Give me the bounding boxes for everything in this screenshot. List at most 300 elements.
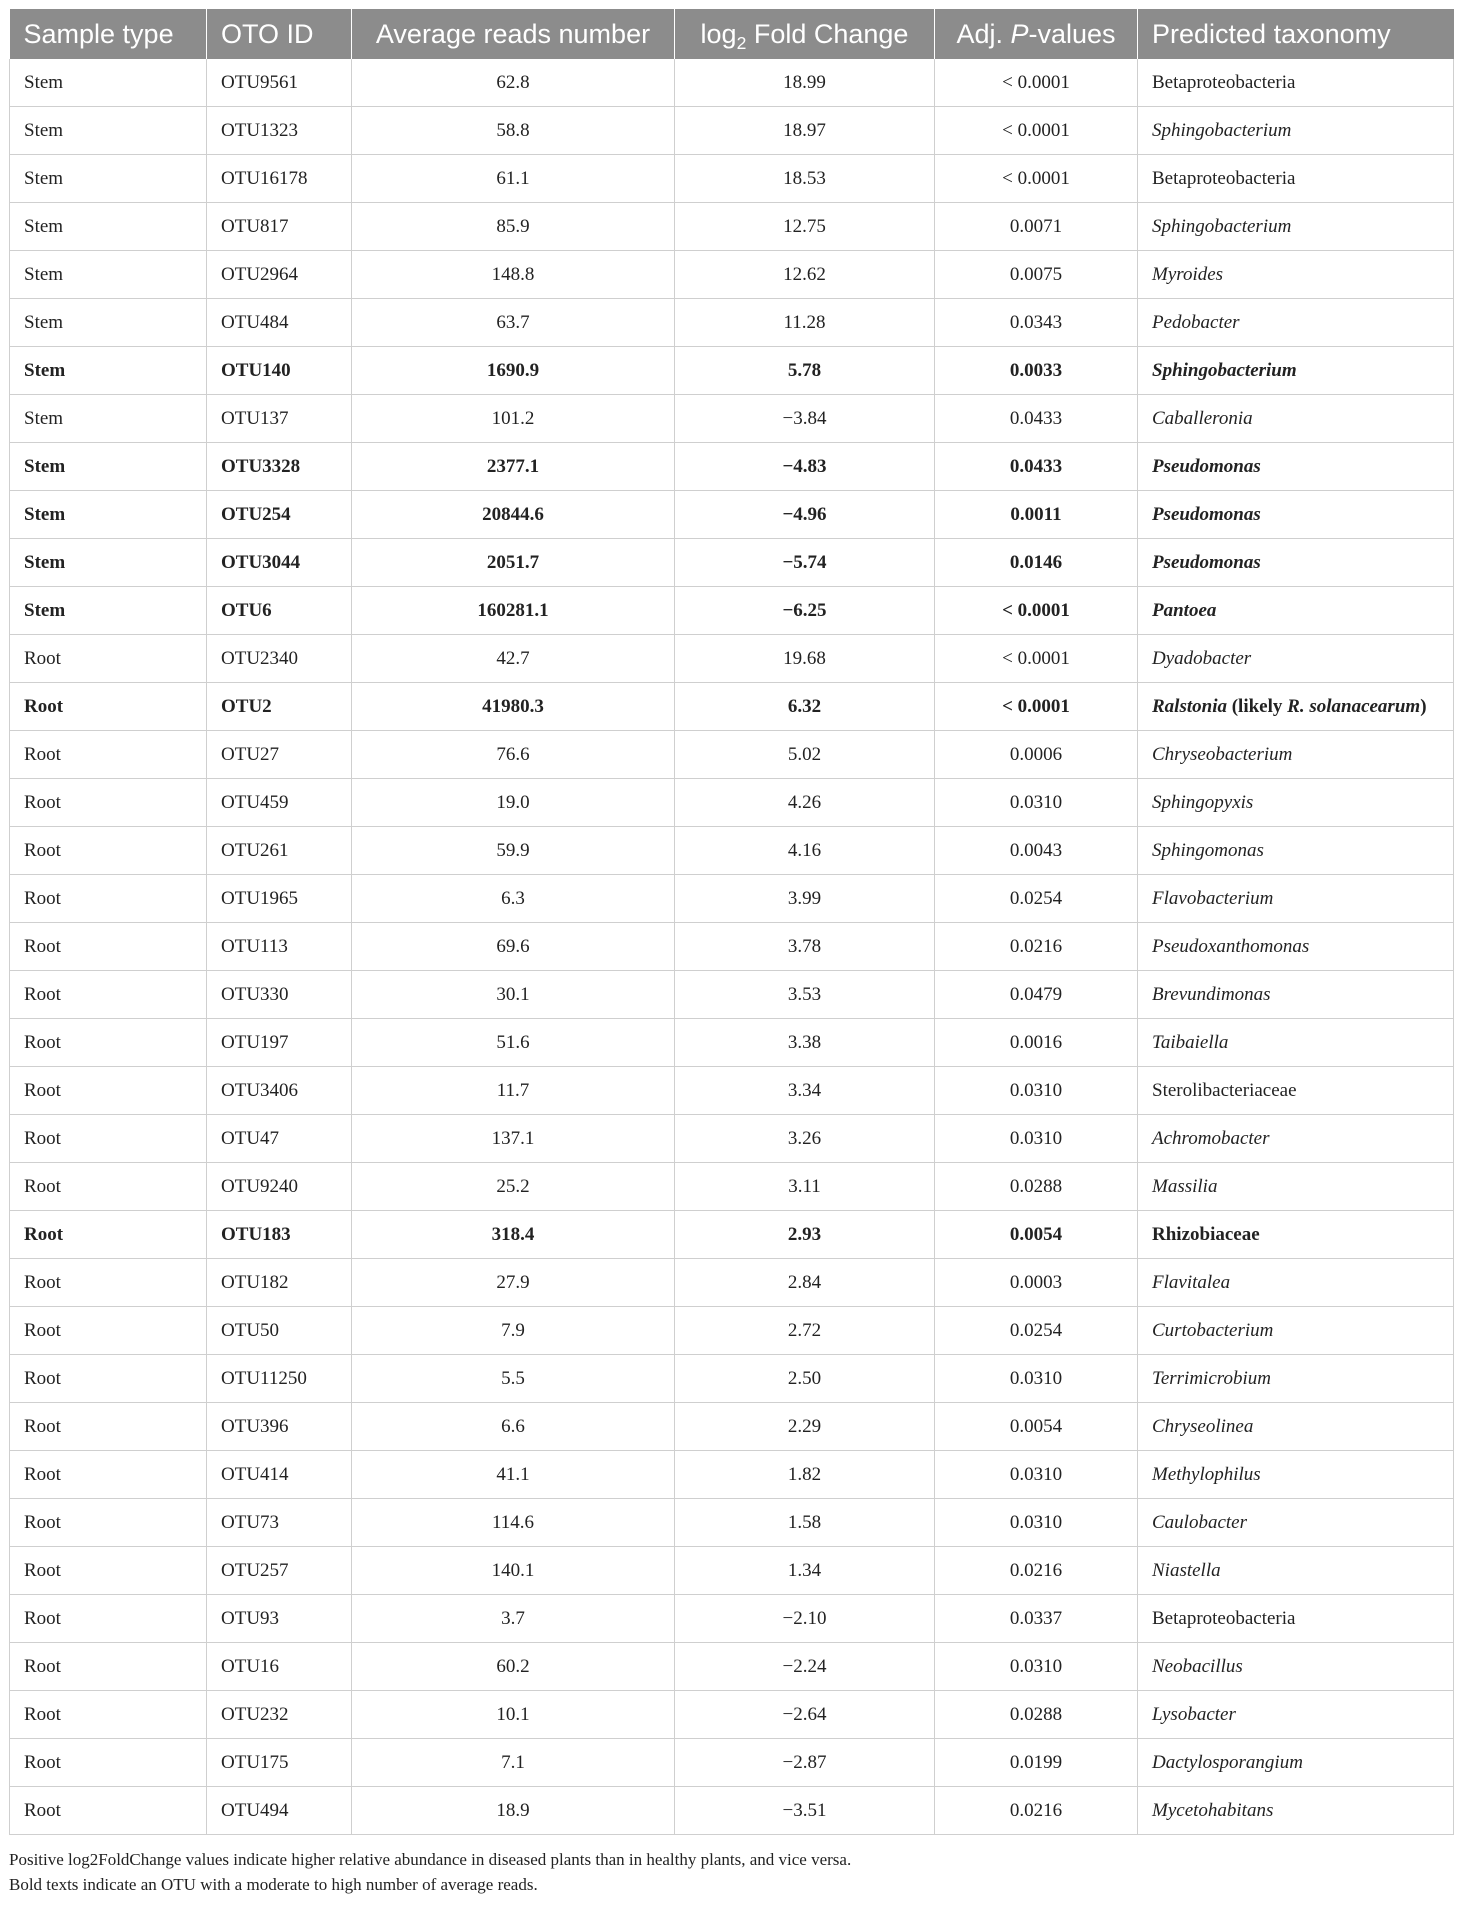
- cell-sample-type: Stem: [10, 587, 207, 635]
- footnote-2: Bold texts indicate an OTU with a moderate to high number of average reads.: [9, 1875, 538, 1894]
- taxonomy-note-prefix: (likely: [1226, 695, 1288, 717]
- table-row: [10, 1595, 1454, 1643]
- cell-oto-id: OTU93: [207, 1595, 352, 1643]
- header-log-subscript: 2: [736, 32, 747, 53]
- taxonomy-name: Taibaiella: [1152, 1031, 1229, 1053]
- cell-sample-type: Stem: [10, 395, 207, 443]
- taxonomy-name: Flavitalea: [1152, 1271, 1231, 1293]
- cell-sample-type: Root: [10, 1739, 207, 1787]
- cell-predicted-taxonomy: [1138, 539, 1454, 587]
- cell-log2-fold-change: 3.11: [675, 1163, 935, 1211]
- table-row: [10, 1259, 1454, 1307]
- cell-oto-id: OTU50: [207, 1307, 352, 1355]
- cell-sample-type: Root: [10, 1163, 207, 1211]
- taxonomy-name: Achromobacter: [1152, 1127, 1270, 1149]
- cell-adj-p-value: 0.0337: [935, 1595, 1138, 1643]
- cell-oto-id: OTU261: [207, 827, 352, 875]
- cell-sample-type: Stem: [10, 155, 207, 203]
- cell-oto-id: OTU3044: [207, 539, 352, 587]
- cell-log2-fold-change: 12.75: [675, 203, 935, 251]
- taxonomy-name: Pseudomonas: [1152, 503, 1261, 525]
- taxonomy-name: Sphingobacterium: [1152, 359, 1297, 381]
- cell-log2-fold-change: 3.53: [675, 971, 935, 1019]
- table-row: [10, 347, 1454, 395]
- table-body: [10, 59, 1454, 1835]
- header-fold-change-text: Fold Change: [746, 18, 909, 49]
- table-row: [10, 443, 1454, 491]
- cell-sample-type: Stem: [10, 539, 207, 587]
- cell-predicted-taxonomy: [1138, 1547, 1454, 1595]
- taxonomy-name: Flavobacterium: [1152, 887, 1274, 909]
- cell-predicted-taxonomy: [1138, 443, 1454, 491]
- cell-average-reads: 7.9: [352, 1307, 675, 1355]
- cell-oto-id: OTU2: [207, 683, 352, 731]
- cell-adj-p-value: 0.0054: [935, 1403, 1138, 1451]
- cell-log2-fold-change: 2.72: [675, 1307, 935, 1355]
- cell-predicted-taxonomy: [1138, 395, 1454, 443]
- taxonomy-name: Pseudoxanthomonas: [1152, 935, 1310, 957]
- cell-sample-type: Root: [10, 1499, 207, 1547]
- cell-log2-fold-change: 1.34: [675, 1547, 935, 1595]
- cell-log2-fold-change: 1.58: [675, 1499, 935, 1547]
- cell-average-reads: 2051.7: [352, 539, 675, 587]
- cell-sample-type: Root: [10, 1019, 207, 1067]
- cell-predicted-taxonomy: [1138, 1643, 1454, 1691]
- taxonomy-name: Caballeronia: [1152, 407, 1253, 429]
- cell-adj-p-value: 0.0310: [935, 1643, 1138, 1691]
- table-row: [10, 395, 1454, 443]
- cell-oto-id: OTU16178: [207, 155, 352, 203]
- cell-average-reads: 41.1: [352, 1451, 675, 1499]
- table-row: [10, 203, 1454, 251]
- cell-predicted-taxonomy: [1138, 1355, 1454, 1403]
- cell-adj-p-value: 0.0043: [935, 827, 1138, 875]
- taxonomy-name: Sterolibacteriaceae: [1152, 1079, 1297, 1101]
- cell-adj-p-value: < 0.0001: [935, 107, 1138, 155]
- cell-average-reads: 62.8: [352, 59, 675, 107]
- header-log-text: log: [700, 18, 737, 49]
- cell-oto-id: OTU1323: [207, 107, 352, 155]
- cell-log2-fold-change: 18.97: [675, 107, 935, 155]
- cell-log2-fold-change: 4.26: [675, 779, 935, 827]
- cell-average-reads: 19.0: [352, 779, 675, 827]
- table-row: [10, 1211, 1454, 1259]
- cell-log2-fold-change: −6.25: [675, 587, 935, 635]
- cell-predicted-taxonomy: [1138, 1691, 1454, 1739]
- cell-adj-p-value: 0.0310: [935, 1499, 1138, 1547]
- cell-predicted-taxonomy: [1138, 1307, 1454, 1355]
- cell-log2-fold-change: 18.53: [675, 155, 935, 203]
- cell-log2-fold-change: 3.38: [675, 1019, 935, 1067]
- header-oto-id: OTO ID: [207, 9, 352, 59]
- table-row: [10, 1067, 1454, 1115]
- table-row: [10, 683, 1454, 731]
- otu-table: [9, 9, 1454, 1835]
- cell-sample-type: Root: [10, 1451, 207, 1499]
- cell-log2-fold-change: 6.32: [675, 683, 935, 731]
- taxonomy-name: Pseudomonas: [1152, 455, 1261, 477]
- cell-adj-p-value: 0.0003: [935, 1259, 1138, 1307]
- cell-predicted-taxonomy: [1138, 827, 1454, 875]
- cell-log2-fold-change: −2.64: [675, 1691, 935, 1739]
- cell-average-reads: 20844.6: [352, 491, 675, 539]
- table-row: [10, 1451, 1454, 1499]
- cell-predicted-taxonomy: [1138, 1787, 1454, 1835]
- cell-oto-id: OTU9561: [207, 59, 352, 107]
- table-row: [10, 971, 1454, 1019]
- header-values-text: -values: [1028, 18, 1116, 49]
- header-adj-text: Adj.: [956, 18, 1011, 49]
- table-row: [10, 1019, 1454, 1067]
- cell-oto-id: OTU817: [207, 203, 352, 251]
- cell-adj-p-value: 0.0254: [935, 1307, 1138, 1355]
- cell-sample-type: Stem: [10, 203, 207, 251]
- cell-adj-p-value: 0.0033: [935, 347, 1138, 395]
- cell-average-reads: 5.5: [352, 1355, 675, 1403]
- header-p-italic: P: [1010, 18, 1029, 49]
- cell-log2-fold-change: 5.78: [675, 347, 935, 395]
- cell-sample-type: Root: [10, 1355, 207, 1403]
- cell-adj-p-value: 0.0016: [935, 1019, 1138, 1067]
- cell-adj-p-value: 0.0075: [935, 251, 1138, 299]
- cell-predicted-taxonomy: [1138, 1019, 1454, 1067]
- cell-oto-id: OTU396: [207, 1403, 352, 1451]
- cell-adj-p-value: 0.0006: [935, 731, 1138, 779]
- cell-average-reads: 6.6: [352, 1403, 675, 1451]
- cell-sample-type: Root: [10, 1643, 207, 1691]
- taxonomy-note-species: R. solanacearum: [1287, 695, 1421, 717]
- cell-predicted-taxonomy: [1138, 1739, 1454, 1787]
- cell-adj-p-value: < 0.0001: [935, 587, 1138, 635]
- cell-average-reads: 41980.3: [352, 683, 675, 731]
- table-row: [10, 875, 1454, 923]
- cell-log2-fold-change: 12.62: [675, 251, 935, 299]
- cell-sample-type: Root: [10, 1403, 207, 1451]
- cell-log2-fold-change: 3.99: [675, 875, 935, 923]
- cell-oto-id: OTU232: [207, 1691, 352, 1739]
- cell-average-reads: 160281.1: [352, 587, 675, 635]
- cell-sample-type: Root: [10, 1787, 207, 1835]
- taxonomy-name: Ralstonia: [1152, 695, 1227, 717]
- cell-sample-type: Root: [10, 971, 207, 1019]
- cell-sample-type: Stem: [10, 443, 207, 491]
- cell-average-reads: 25.2: [352, 1163, 675, 1211]
- cell-log2-fold-change: 3.78: [675, 923, 935, 971]
- cell-oto-id: OTU27: [207, 731, 352, 779]
- cell-average-reads: 30.1: [352, 971, 675, 1019]
- cell-adj-p-value: < 0.0001: [935, 635, 1138, 683]
- cell-predicted-taxonomy: [1138, 107, 1454, 155]
- table-row: [10, 1307, 1454, 1355]
- cell-average-reads: 101.2: [352, 395, 675, 443]
- footnotes: [9, 1847, 1453, 1897]
- taxonomy-name: Sphingobacterium: [1152, 215, 1292, 237]
- cell-log2-fold-change: 1.82: [675, 1451, 935, 1499]
- cell-average-reads: 114.6: [352, 1499, 675, 1547]
- cell-adj-p-value: 0.0216: [935, 1547, 1138, 1595]
- cell-adj-p-value: 0.0216: [935, 1787, 1138, 1835]
- cell-oto-id: OTU3406: [207, 1067, 352, 1115]
- table-row: [10, 1547, 1454, 1595]
- cell-sample-type: Root: [10, 875, 207, 923]
- cell-predicted-taxonomy: [1138, 635, 1454, 683]
- cell-oto-id: OTU3328: [207, 443, 352, 491]
- cell-oto-id: OTU137: [207, 395, 352, 443]
- cell-log2-fold-change: 2.50: [675, 1355, 935, 1403]
- taxonomy-name: Neobacillus: [1152, 1655, 1243, 1677]
- cell-oto-id: OTU257: [207, 1547, 352, 1595]
- cell-sample-type: Root: [10, 1595, 207, 1643]
- taxonomy-name: Pedobacter: [1152, 311, 1240, 333]
- cell-average-reads: 3.7: [352, 1595, 675, 1643]
- taxonomy-name: Niastella: [1152, 1559, 1221, 1581]
- table-row: [10, 731, 1454, 779]
- header-average-reads: Average reads number: [352, 9, 675, 59]
- header-sample-type: Sample type: [10, 9, 207, 59]
- cell-adj-p-value: 0.0011: [935, 491, 1138, 539]
- cell-oto-id: OTU182: [207, 1259, 352, 1307]
- table-row: [10, 587, 1454, 635]
- cell-log2-fold-change: 3.26: [675, 1115, 935, 1163]
- cell-adj-p-value: 0.0310: [935, 779, 1138, 827]
- taxonomy-name: Dyadobacter: [1152, 647, 1252, 669]
- cell-predicted-taxonomy: [1138, 1163, 1454, 1211]
- cell-oto-id: OTU11250: [207, 1355, 352, 1403]
- cell-adj-p-value: 0.0288: [935, 1163, 1138, 1211]
- cell-oto-id: OTU330: [207, 971, 352, 1019]
- cell-oto-id: OTU175: [207, 1739, 352, 1787]
- cell-predicted-taxonomy: [1138, 731, 1454, 779]
- header-log2-fold-change: [675, 9, 935, 59]
- cell-oto-id: OTU1965: [207, 875, 352, 923]
- cell-log2-fold-change: 2.29: [675, 1403, 935, 1451]
- table-row: [10, 155, 1454, 203]
- cell-average-reads: 1690.9: [352, 347, 675, 395]
- cell-average-reads: 69.6: [352, 923, 675, 971]
- header-adj-p-values: [935, 9, 1138, 59]
- cell-log2-fold-change: −5.74: [675, 539, 935, 587]
- cell-adj-p-value: 0.0054: [935, 1211, 1138, 1259]
- table-row: [10, 539, 1454, 587]
- cell-sample-type: Root: [10, 635, 207, 683]
- header-row: [10, 9, 1454, 59]
- cell-log2-fold-change: −2.10: [675, 1595, 935, 1643]
- table-row: [10, 1355, 1454, 1403]
- cell-sample-type: Root: [10, 1691, 207, 1739]
- taxonomy-name: Terrimicrobium: [1152, 1367, 1271, 1389]
- cell-average-reads: 60.2: [352, 1643, 675, 1691]
- taxonomy-name: Sphingobacterium: [1152, 119, 1292, 141]
- taxonomy-name: Sphingomonas: [1152, 839, 1264, 861]
- cell-predicted-taxonomy: [1138, 347, 1454, 395]
- cell-average-reads: 7.1: [352, 1739, 675, 1787]
- cell-predicted-taxonomy: [1138, 1067, 1454, 1115]
- cell-sample-type: Root: [10, 731, 207, 779]
- cell-oto-id: OTU254: [207, 491, 352, 539]
- cell-average-reads: 51.6: [352, 1019, 675, 1067]
- taxonomy-name: Methylophilus: [1152, 1463, 1261, 1485]
- cell-average-reads: 318.4: [352, 1211, 675, 1259]
- table-row: [10, 1499, 1454, 1547]
- table-row: [10, 1787, 1454, 1835]
- cell-log2-fold-change: 11.28: [675, 299, 935, 347]
- cell-predicted-taxonomy: [1138, 1259, 1454, 1307]
- cell-sample-type: Root: [10, 1211, 207, 1259]
- cell-sample-type: Stem: [10, 59, 207, 107]
- table-row: [10, 1163, 1454, 1211]
- cell-average-reads: 63.7: [352, 299, 675, 347]
- cell-average-reads: 27.9: [352, 1259, 675, 1307]
- taxonomy-name: Dactylosporangium: [1152, 1751, 1303, 1773]
- cell-predicted-taxonomy: [1138, 299, 1454, 347]
- table-row: [10, 635, 1454, 683]
- taxonomy-name: Sphingopyxis: [1152, 791, 1254, 813]
- cell-adj-p-value: 0.0343: [935, 299, 1138, 347]
- cell-predicted-taxonomy: [1138, 1451, 1454, 1499]
- cell-predicted-taxonomy: [1138, 59, 1454, 107]
- taxonomy-name: Pseudomonas: [1152, 551, 1261, 573]
- cell-sample-type: Root: [10, 1259, 207, 1307]
- cell-adj-p-value: 0.0216: [935, 923, 1138, 971]
- cell-adj-p-value: 0.0310: [935, 1115, 1138, 1163]
- cell-oto-id: OTU47: [207, 1115, 352, 1163]
- cell-adj-p-value: 0.0199: [935, 1739, 1138, 1787]
- cell-adj-p-value: 0.0433: [935, 443, 1138, 491]
- taxonomy-name: Pantoea: [1152, 599, 1217, 621]
- cell-average-reads: 140.1: [352, 1547, 675, 1595]
- taxonomy-name: Mycetohabitans: [1152, 1799, 1274, 1821]
- cell-adj-p-value: 0.0071: [935, 203, 1138, 251]
- cell-log2-fold-change: −3.51: [675, 1787, 935, 1835]
- cell-log2-fold-change: −2.87: [675, 1739, 935, 1787]
- cell-predicted-taxonomy: [1138, 1499, 1454, 1547]
- taxonomy-name: Brevundimonas: [1152, 983, 1271, 1005]
- cell-average-reads: 85.9: [352, 203, 675, 251]
- cell-sample-type: Stem: [10, 347, 207, 395]
- cell-sample-type: Root: [10, 923, 207, 971]
- cell-average-reads: 76.6: [352, 731, 675, 779]
- cell-log2-fold-change: 19.68: [675, 635, 935, 683]
- cell-average-reads: 11.7: [352, 1067, 675, 1115]
- cell-adj-p-value: 0.0146: [935, 539, 1138, 587]
- cell-average-reads: 2377.1: [352, 443, 675, 491]
- cell-oto-id: OTU16: [207, 1643, 352, 1691]
- cell-log2-fold-change: −2.24: [675, 1643, 935, 1691]
- taxonomy-name: Chryseobacterium: [1152, 743, 1293, 765]
- cell-adj-p-value: 0.0288: [935, 1691, 1138, 1739]
- taxonomy-name: Betaproteobacteria: [1152, 71, 1296, 93]
- cell-sample-type: Stem: [10, 491, 207, 539]
- cell-predicted-taxonomy: [1138, 1403, 1454, 1451]
- cell-sample-type: Root: [10, 827, 207, 875]
- cell-sample-type: Root: [10, 1115, 207, 1163]
- table-row: [10, 827, 1454, 875]
- cell-sample-type: Root: [10, 1307, 207, 1355]
- cell-sample-type: Stem: [10, 107, 207, 155]
- cell-average-reads: 42.7: [352, 635, 675, 683]
- cell-oto-id: OTU414: [207, 1451, 352, 1499]
- cell-sample-type: Root: [10, 779, 207, 827]
- cell-average-reads: 10.1: [352, 1691, 675, 1739]
- cell-average-reads: 6.3: [352, 875, 675, 923]
- cell-average-reads: 18.9: [352, 1787, 675, 1835]
- cell-adj-p-value: 0.0479: [935, 971, 1138, 1019]
- taxonomy-name: Massilia: [1152, 1175, 1218, 1197]
- table-container: [9, 9, 1453, 1897]
- cell-oto-id: OTU197: [207, 1019, 352, 1067]
- cell-predicted-taxonomy: [1138, 1115, 1454, 1163]
- taxonomy-name: Chryseolinea: [1152, 1415, 1254, 1437]
- cell-oto-id: OTU140: [207, 347, 352, 395]
- footnote-1: Positive log2FoldChange values indicate higher relative abundance in diseased plants than in healthy plants, and vice versa.: [9, 1850, 852, 1869]
- cell-log2-fold-change: −4.83: [675, 443, 935, 491]
- cell-oto-id: OTU484: [207, 299, 352, 347]
- cell-sample-type: Root: [10, 683, 207, 731]
- cell-sample-type: Stem: [10, 299, 207, 347]
- cell-sample-type: Root: [10, 1067, 207, 1115]
- table-row: [10, 59, 1454, 107]
- cell-predicted-taxonomy: [1138, 1211, 1454, 1259]
- cell-predicted-taxonomy: [1138, 203, 1454, 251]
- table-row: [10, 1691, 1454, 1739]
- cell-log2-fold-change: 18.99: [675, 59, 935, 107]
- taxonomy-name: Betaproteobacteria: [1152, 1607, 1296, 1629]
- table-row: [10, 491, 1454, 539]
- cell-oto-id: OTU494: [207, 1787, 352, 1835]
- cell-adj-p-value: 0.0433: [935, 395, 1138, 443]
- cell-adj-p-value: < 0.0001: [935, 59, 1138, 107]
- table-row: [10, 1643, 1454, 1691]
- cell-oto-id: OTU459: [207, 779, 352, 827]
- taxonomy-name: Caulobacter: [1152, 1511, 1247, 1533]
- cell-log2-fold-change: 3.34: [675, 1067, 935, 1115]
- table-row: [10, 923, 1454, 971]
- cell-average-reads: 148.8: [352, 251, 675, 299]
- cell-log2-fold-change: 4.16: [675, 827, 935, 875]
- taxonomy-name: Curtobacterium: [1152, 1319, 1274, 1341]
- cell-oto-id: OTU6: [207, 587, 352, 635]
- cell-predicted-taxonomy: [1138, 491, 1454, 539]
- table-row: [10, 1115, 1454, 1163]
- cell-adj-p-value: < 0.0001: [935, 683, 1138, 731]
- cell-predicted-taxonomy: [1138, 779, 1454, 827]
- cell-oto-id: OTU183: [207, 1211, 352, 1259]
- cell-oto-id: OTU2340: [207, 635, 352, 683]
- cell-oto-id: OTU2964: [207, 251, 352, 299]
- cell-average-reads: 59.9: [352, 827, 675, 875]
- cell-predicted-taxonomy: [1138, 251, 1454, 299]
- cell-adj-p-value: 0.0310: [935, 1451, 1138, 1499]
- cell-predicted-taxonomy: [1138, 155, 1454, 203]
- cell-log2-fold-change: 2.84: [675, 1259, 935, 1307]
- cell-log2-fold-change: 5.02: [675, 731, 935, 779]
- table-row: [10, 107, 1454, 155]
- cell-predicted-taxonomy: [1138, 971, 1454, 1019]
- cell-log2-fold-change: −4.96: [675, 491, 935, 539]
- cell-average-reads: 137.1: [352, 1115, 675, 1163]
- taxonomy-note-suffix: ): [1420, 695, 1427, 717]
- table-row: [10, 779, 1454, 827]
- cell-log2-fold-change: 2.93: [675, 1211, 935, 1259]
- table-row: [10, 299, 1454, 347]
- cell-sample-type: Stem: [10, 251, 207, 299]
- cell-adj-p-value: 0.0254: [935, 875, 1138, 923]
- cell-adj-p-value: 0.0310: [935, 1067, 1138, 1115]
- taxonomy-name: Lysobacter: [1152, 1703, 1236, 1725]
- cell-average-reads: 58.8: [352, 107, 675, 155]
- cell-oto-id: OTU9240: [207, 1163, 352, 1211]
- table-row: [10, 1739, 1454, 1787]
